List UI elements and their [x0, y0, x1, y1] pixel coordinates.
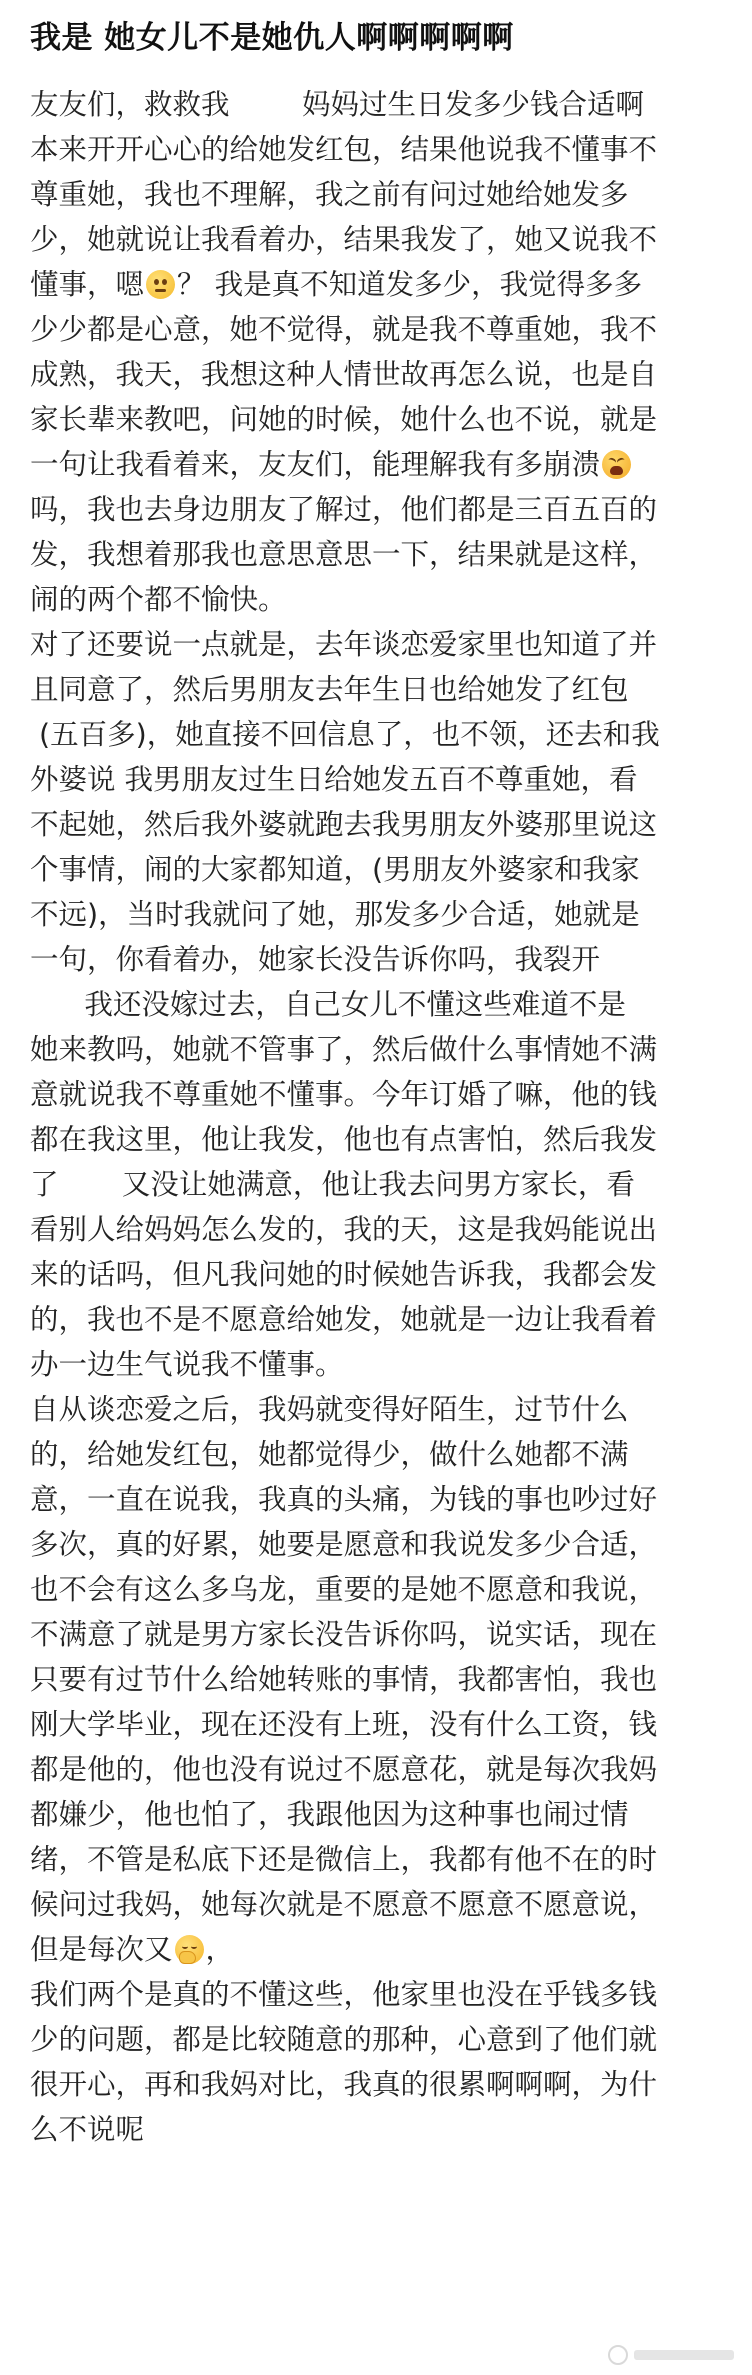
tired-face-emoji — [602, 450, 631, 479]
body-text-segment: 不远)，当时我就问了她，那发多少合适，她就是 — [30, 898, 640, 931]
body-text-segment: 懂事，嗯 — [30, 268, 145, 301]
body-text-segment: 少的问题，都是比较随意的那种，心意到了他们就 — [30, 2023, 658, 2056]
body-line — [30, 1252, 730, 1297]
body-text-segment: 了 又没让她满意，他让我去问男方家长，看 — [30, 1168, 635, 1201]
body-text-segment: ？ 我是真不知道发多少，我觉得多多 — [177, 268, 643, 301]
body-text-segment: 的，给她发红包，她都觉得少，做什么她都不满 — [30, 1438, 629, 1471]
body-text-segment: 刚大学毕业，现在还没有上班，没有什么工资，钱 — [30, 1708, 658, 1741]
body-text-segment: 对了还要说一点就是，去年谈恋爱家里也知道了并 — [30, 628, 658, 661]
body-text-segment: 办一边生气说我不懂事。 — [30, 1348, 344, 1381]
body-line — [30, 532, 730, 577]
body-text-segment: 我还没嫁过去，自己女儿不懂这些难道不是 — [30, 988, 626, 1021]
watermark-icon — [608, 2345, 628, 2365]
body-text-segment: 不起她，然后我外婆就跑去我男朋友外婆那里说这 — [30, 808, 658, 841]
body-text-segment: 外婆说 我男朋友过生日给她发五百不尊重她，看 — [30, 763, 638, 796]
body-line — [30, 1972, 730, 2017]
body-line — [30, 982, 730, 1027]
body-text-segment: 的，我也不是不愿意给她发，她就是一边让我看着 — [30, 1303, 658, 1336]
body-text-segment: ， — [205, 1933, 235, 1966]
body-line — [30, 712, 730, 757]
body-line — [30, 352, 730, 397]
hand-over-mouth-emoji — [175, 1935, 204, 1964]
body-text-segment: 候问过我妈，她每次就是不愿意不愿意不愿意说， — [30, 1888, 658, 1921]
body-line — [30, 802, 730, 847]
body-text-segment: 多次，真的好累，她要是愿意和我说发多少合适， — [30, 1528, 658, 1561]
body-text-segment: 少，她就说让我看着办，结果我发了，她又说我不 — [30, 223, 658, 256]
body-line — [30, 1432, 730, 1477]
body-text-segment: 少少都是心意，她不觉得，就是我不尊重她，我不 — [30, 313, 658, 346]
body-line — [30, 1027, 730, 1072]
post-body — [30, 82, 730, 2152]
body-line — [30, 1792, 730, 1837]
body-text-segment: 发，我想着那我也意思意思一下，结果就是这样， — [30, 538, 658, 571]
body-text-segment: 么不说呢 — [30, 2113, 145, 2146]
body-line — [30, 1297, 730, 1342]
body-line — [30, 1702, 730, 1747]
body-text-segment: 闹的两个都不愉快。 — [30, 583, 287, 616]
body-line — [30, 442, 730, 487]
body-line — [30, 82, 730, 127]
body-text-segment: 来的话吗，但凡我问她的时候她告诉我，我都会发 — [30, 1258, 658, 1291]
body-text-segment: 意就说我不尊重她不懂事。今年订婚了嘛，他的钱 — [30, 1078, 658, 1111]
body-line — [30, 1342, 730, 1387]
body-text-segment: 且同意了，然后男朋友去年生日也给她发了红包 — [30, 673, 629, 706]
body-text-segment: 尊重她，我也不理解，我之前有问过她给她发多 — [30, 178, 629, 211]
body-line — [30, 307, 730, 352]
body-text-segment: 本来开开心心的给她发红包，结果他说我不懂事不 — [30, 133, 658, 166]
body-text-segment: 她来教吗，她就不管事了，然后做什么事情她不满 — [30, 1033, 658, 1066]
body-text-segment: 吗，我也去身边朋友了解过，他们都是三百五百的 — [30, 493, 658, 526]
body-text-segment: 很开心，再和我妈对比，我真的很累啊啊啊，为什 — [30, 2068, 658, 2101]
body-line — [30, 1387, 730, 1432]
body-line — [30, 757, 730, 802]
body-text-segment: 个事情，闹的大家都知道，(男朋友外婆家和我家 — [30, 853, 640, 886]
body-line — [30, 2017, 730, 2062]
body-line — [30, 127, 730, 172]
body-line — [30, 1612, 730, 1657]
post-title: 我是 她女儿不是她仇人啊啊啊啊啊 — [30, 20, 514, 56]
body-line — [30, 397, 730, 442]
body-text-segment: (五百多)，她直接不回信息了，也不领，还去和我 — [30, 718, 660, 751]
body-text-segment: 成熟，我天，我想这种人情世故再怎么说，也是自 — [30, 358, 658, 391]
body-line — [30, 847, 730, 892]
body-line — [30, 1162, 730, 1207]
body-line — [30, 1747, 730, 1792]
body-line — [30, 1882, 730, 1927]
body-line — [30, 2107, 730, 2152]
body-line — [30, 172, 730, 217]
body-text-segment: 家长辈来教吧，问她的时候，她什么也不说，就是 — [30, 403, 658, 436]
body-text-segment: 都是他的，他也没有说过不愿意花，就是每次我妈 — [30, 1753, 658, 1786]
body-line — [30, 892, 730, 937]
body-line — [30, 577, 730, 622]
body-text-segment: 绪，不管是私底下还是微信上，我都有他不在的时 — [30, 1843, 658, 1876]
neutral-face-emoji — [146, 270, 175, 299]
body-line — [30, 1117, 730, 1162]
watermark-logo — [608, 2343, 738, 2369]
body-line — [30, 1522, 730, 1567]
body-line — [30, 1657, 730, 1702]
body-line — [30, 1072, 730, 1117]
body-line — [30, 1927, 730, 1972]
post-container — [30, 0, 730, 2152]
body-line — [30, 2062, 730, 2107]
body-line — [30, 1567, 730, 1612]
body-text-segment: 我们两个是真的不懂这些，他家里也没在乎钱多钱 — [30, 1978, 658, 2011]
body-line — [30, 487, 730, 532]
body-text-segment: 友友们，救救我 妈妈过生日发多少钱合适啊 — [30, 88, 644, 121]
body-text-segment: 但是每次又 — [30, 1933, 173, 1966]
body-text-segment: 都嫌少，他也怕了，我跟他因为这种事也闹过情 — [30, 1798, 629, 1831]
body-line — [30, 667, 730, 712]
body-line — [30, 1837, 730, 1882]
body-text-segment: 都在我这里，他让我发，他也有点害怕，然后我发 — [30, 1123, 658, 1156]
body-text-segment: 也不会有这么多乌龙，重要的是她不愿意和我说， — [30, 1573, 658, 1606]
body-line — [30, 1477, 730, 1522]
body-text-segment: 一句，你看着办，她家长没告诉你吗，我裂开 — [30, 943, 601, 976]
body-text-segment: 意，一直在说我，我真的头痛，为钱的事也吵过好 — [30, 1483, 658, 1516]
watermark-bar — [634, 2350, 734, 2360]
body-text-segment: 只要有过节什么给她转账的事情，我都害怕，我也 — [30, 1663, 658, 1696]
body-line — [30, 262, 730, 307]
body-line — [30, 1207, 730, 1252]
body-text-segment: 不满意了就是男方家长没告诉你吗，说实话，现在 — [30, 1618, 658, 1651]
body-line — [30, 622, 730, 667]
body-text-segment: 一句让我看着来，友友们，能理解我有多崩溃 — [30, 448, 601, 481]
body-line — [30, 217, 730, 262]
body-text-segment: 自从谈恋爱之后，我妈就变得好陌生，过节什么 — [30, 1393, 629, 1426]
body-line — [30, 937, 730, 982]
body-text-segment: 看别人给妈妈怎么发的，我的天，这是我妈能说出 — [30, 1213, 658, 1246]
